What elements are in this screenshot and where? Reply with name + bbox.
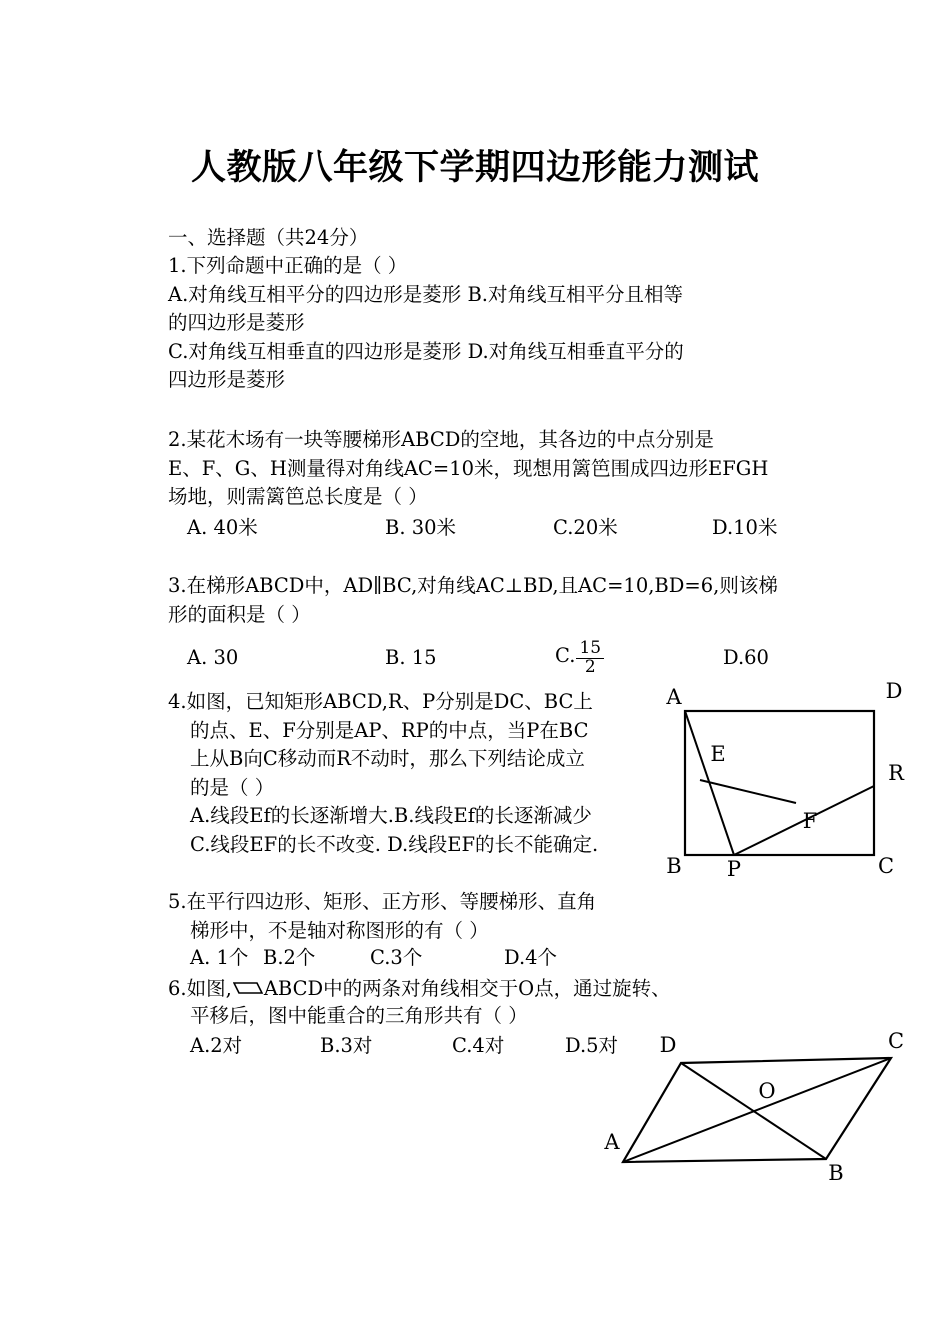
question-6-option-b[interactable]: B.3对 [320,1034,373,1057]
question-6-prefix: 6.如图, [168,977,232,1000]
question-6-option-a[interactable]: A.2对 [190,1034,243,1057]
question-4-option-cd[interactable]: C.线段EF的长不改变. D.线段EF的长不能确定. [190,832,599,856]
fraction-numerator: 15 [579,638,602,658]
section-heading: 一、选择题（共24分） [168,226,369,249]
rect-label-e: E [710,742,726,766]
pgram-label-a: A [604,1130,620,1154]
rect-label-r: R [888,761,904,785]
parallelogram-figure [600,1030,940,1210]
question-5-option-d[interactable]: D.4个 [504,946,558,969]
question-2-option-c[interactable]: C.20米 [553,516,618,539]
question-3 [168,572,848,629]
pgram-label-o: O [758,1079,776,1103]
page-title: 人教版八年级下学期四边形能力测试 [190,147,759,188]
question-1-line-2: A.对角线互相平分的四边形是菱形 B.对角线互相平分且相等 [168,282,684,306]
question-2-line-3: 场地，则需篱笆总长度是（ ） [168,485,428,508]
parallelogram-icon [233,974,263,986]
question-6-option-d[interactable]: D.5对 [565,1034,619,1057]
question-2-line-1: 2.某花木场有一块等腰梯形ABCD的空地，其各边的中点分别是 [168,428,714,451]
rect-label-b: B [666,854,682,878]
question-6-option-c[interactable]: C.4对 [452,1034,505,1057]
rectangle-figure [660,676,925,886]
question-3-line-2: 形的面积是（ ） [168,602,311,626]
rect-label-a: A [666,685,682,709]
question-3-option-a[interactable]: A. 30 [187,646,239,669]
question-5-line-1: 5.在平行四边形、矩形、正方形、等腰梯形、直角 [168,890,597,913]
pgram-label-d: D [659,1033,677,1057]
question-3-option-b[interactable]: B. 15 [385,646,437,669]
question-4-line-4: 的是（ ） [190,775,275,799]
question-5-option-c[interactable]: C.3个 [370,946,423,969]
fraction-denominator: 2 [576,658,604,677]
rect-label-p: P [726,857,742,881]
fraction-fifteen-halves [576,640,604,676]
question-5-line-2: 梯形中，不是轴对称图形的有（ ） [190,918,489,942]
question-4 [168,688,688,859]
question-1-line-4: C.对角线互相垂直的四边形是菱形 D.对角线互相垂直平分的 [168,339,684,363]
pgram-label-b: B [828,1161,844,1185]
question-1 [168,252,808,395]
question-6-line-1 [168,974,671,1004]
question-2-option-b[interactable]: B. 30米 [385,516,457,539]
pgram-label-c: C [887,1029,905,1053]
question-4-option-ab[interactable]: A.线段Ef的长逐渐增大.B.线段Ef的长逐渐减少 [190,804,592,827]
question-3-option-c-prefix: C. [555,644,576,668]
question-2-line-2: E、F、G、H测量得对角线AC=10米，现想用篱笆围成四边形EFGH [168,456,769,480]
question-5 [168,888,808,945]
rect-label-d: D [885,679,903,703]
question-2-option-d[interactable]: D.10米 [712,516,778,539]
question-1-line-3: 的四边形是菱形 [168,311,305,334]
question-3-line-1: 3.在梯形ABCD中，AD∥BC,对角线AC⊥BD,且AC=10,BD=6,则该梯 [168,574,778,597]
diagonal-bd [681,1063,826,1159]
rect-label-c: C [877,854,895,878]
question-6-line-2: 平移后，图中能重合的三角形共有（ ） [190,1004,528,1027]
question-2 [168,426,848,512]
question-3-option-d[interactable]: D.60 [723,646,769,669]
question-3-option-c[interactable] [555,640,605,676]
question-5-option-a[interactable]: A. 1个 [190,946,249,969]
question-5-option-b[interactable]: B.2个 [263,946,316,969]
question-1-stem: 1.下列命题中正确的是（ ） [168,254,408,277]
question-4-line-3: 上从B向C移动而R不动时，那么下列结论成立 [190,747,585,770]
question-4-line-1: 4.如图，已知矩形ABCD,R、P分别是DC、BC上 [168,690,593,713]
question-1-line-5: 四边形是菱形 [168,368,286,391]
question-2-option-a[interactable]: A. 40米 [187,516,258,539]
rect-label-f: F [802,809,818,833]
diagonal-ac [623,1058,891,1162]
question-4-line-2: 的点、E、F分别是AP、RP的中点，当P在BC [190,718,589,742]
question-6-suffix: ABCD中的两条对角线相交于O点，通过旋转、 [263,977,671,1000]
